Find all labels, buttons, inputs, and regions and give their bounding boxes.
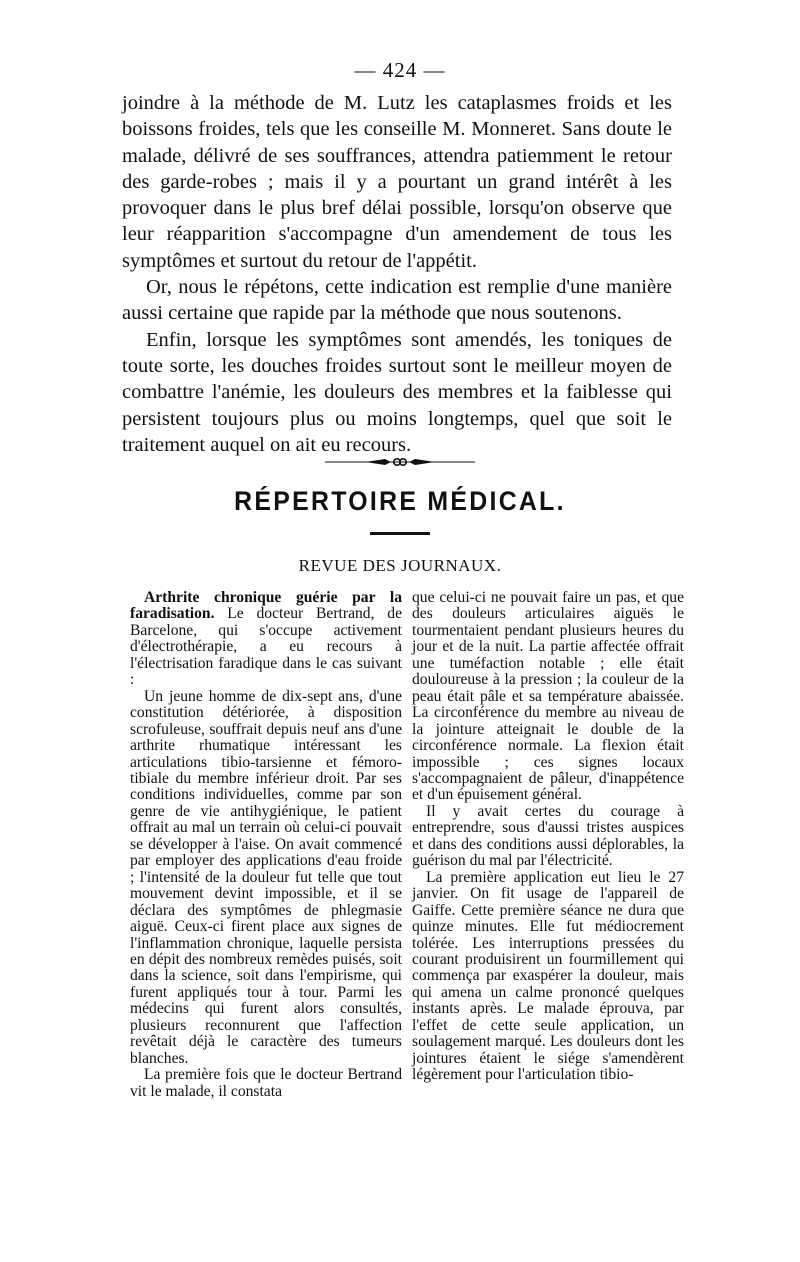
section-subtitle: REVUE DES JOURNAUX.: [298, 556, 502, 575]
article-paragraph: Il y avait certes du courage à entreprendre, sous d'aussi tristes auspices et dans des conditions aussi déplorables, la guérison du mal par l'électricité.: [412, 802, 684, 870]
section-title: RÉPERTOIRE MÉDICAL.: [234, 486, 566, 516]
title-rule: [370, 532, 430, 535]
article-text: Le docteur Bertrand, de Barcelone, qui s'occupe activement d'électrothérapie, a eu recours à l'électrisation faradique dans le cas suivant :: [130, 605, 402, 689]
intro-text: [122, 90, 672, 458]
article-paragraph: que celui-ci ne pouvait faire un pas, et que des douleurs articulaires aiguës le tourmentaient pendant plusieurs heures du jour et de la nuit. La partie affectée offrait une tuméfaction notable ; elle était douloureuse à la pression ; la couleur de la peau était pâle et sa température abaissée. La circonférence du membre au niveau de la jointure atteignait le double de la circonférence normale. La flexion était impossible ; ces signes locaux s'accompagnaient de pâleur, d'inappétence et d'un épuisement général.: [412, 589, 684, 804]
ornament-divider: [0, 455, 800, 469]
intro-paragraph: joindre à la méthode de M. Lutz les cataplasmes froids et les boissons froides, tels que les conseille M. Monneret. Sans doute le malade, délivré de ses souffrances, attendra patiemment le retour des garde-robes ; mais il y a pourtant un grand intérêt à les provoquer dans le plus bref délai possible, lorsqu'on observe que leur réapparition s'accompagne d'un amendement de tous les symptômes et surtout du retour de l'appétit.: [122, 92, 672, 272]
article-right-column: [412, 590, 684, 1084]
ornament-divider-icon: [325, 455, 475, 469]
article-paragraph: Un jeune homme de dix-sept ans, d'une constitution détériorée, à disposition scrofuleuse, souffrait depuis neuf ans d'une arthrite rhumatique intéressant les articulations tibio-tarsienne et fémoro-tibiale du membre inférieur droit. Par ses conditions individuelles, comme par son genre de vie antihygiénique, le patient offrait au mal un terrain où celui-ci pouvait se développer à l'aise. On avait commencé par employer des applications d'eau froide ; l'intensité de la douleur fut telle que tout mouvement devint impossible, et il se déclara des symptômes de phlegmasie aiguë. Ceux-ci firent place aux signes de l'inflammation chronique, laquelle persista en dépit des nombreux remèdes puisés, soit dans la science, soit dans l'empirisme, qui furent appliqués tour à tour. Parmi les médecins qui furent alors consultés, plusieurs reconnurent que l'affection revêtait déjà le caractère des tumeurs blanches.: [130, 687, 402, 1067]
article-paragraph: La première application eut lieu le 27 janvier. On fit usage de l'appareil de Gaiffe. Cette première séance ne dura que quinze minutes. Elle fut médiocrement tolérée. Les interruptions pressées du courant produisirent un fourmillement qui commença par exaspérer la douleur, mais qui amena un calme prononcé quelques instants après. Le malade éprouva, par l'effet de cette seule application, un soulagement marqué. Les douleurs dont les jointures étaient le siége s'amendèrent légèrement pour l'articulation tibio-: [412, 868, 684, 1084]
article-paragraph: [130, 590, 402, 689]
article-paragraph: La première fois que le docteur Bertrand vit le malade, il constata: [130, 1066, 402, 1100]
intro-paragraph: Enfin, lorsque les symptômes sont amendés, les toniques de toute sorte, les douches froides surtout sont le meilleur moyen de combattre l'anémie, les douleurs des membres et la faiblesse qui persistent toujours plus ou moins longtemps, quel que soit le traitement auquel on ait eu recours.: [122, 328, 672, 456]
intro-paragraph: Or, nous le répétons, cette indication est remplie d'une manière aussi certaine que rapide par la méthode que nous soutenons.: [122, 276, 672, 325]
page-number: — 424 —: [354, 58, 446, 82]
article-left-column: [130, 590, 402, 1100]
article-heading: Arthrite chronique guérie par la faradisation.: [130, 589, 402, 623]
